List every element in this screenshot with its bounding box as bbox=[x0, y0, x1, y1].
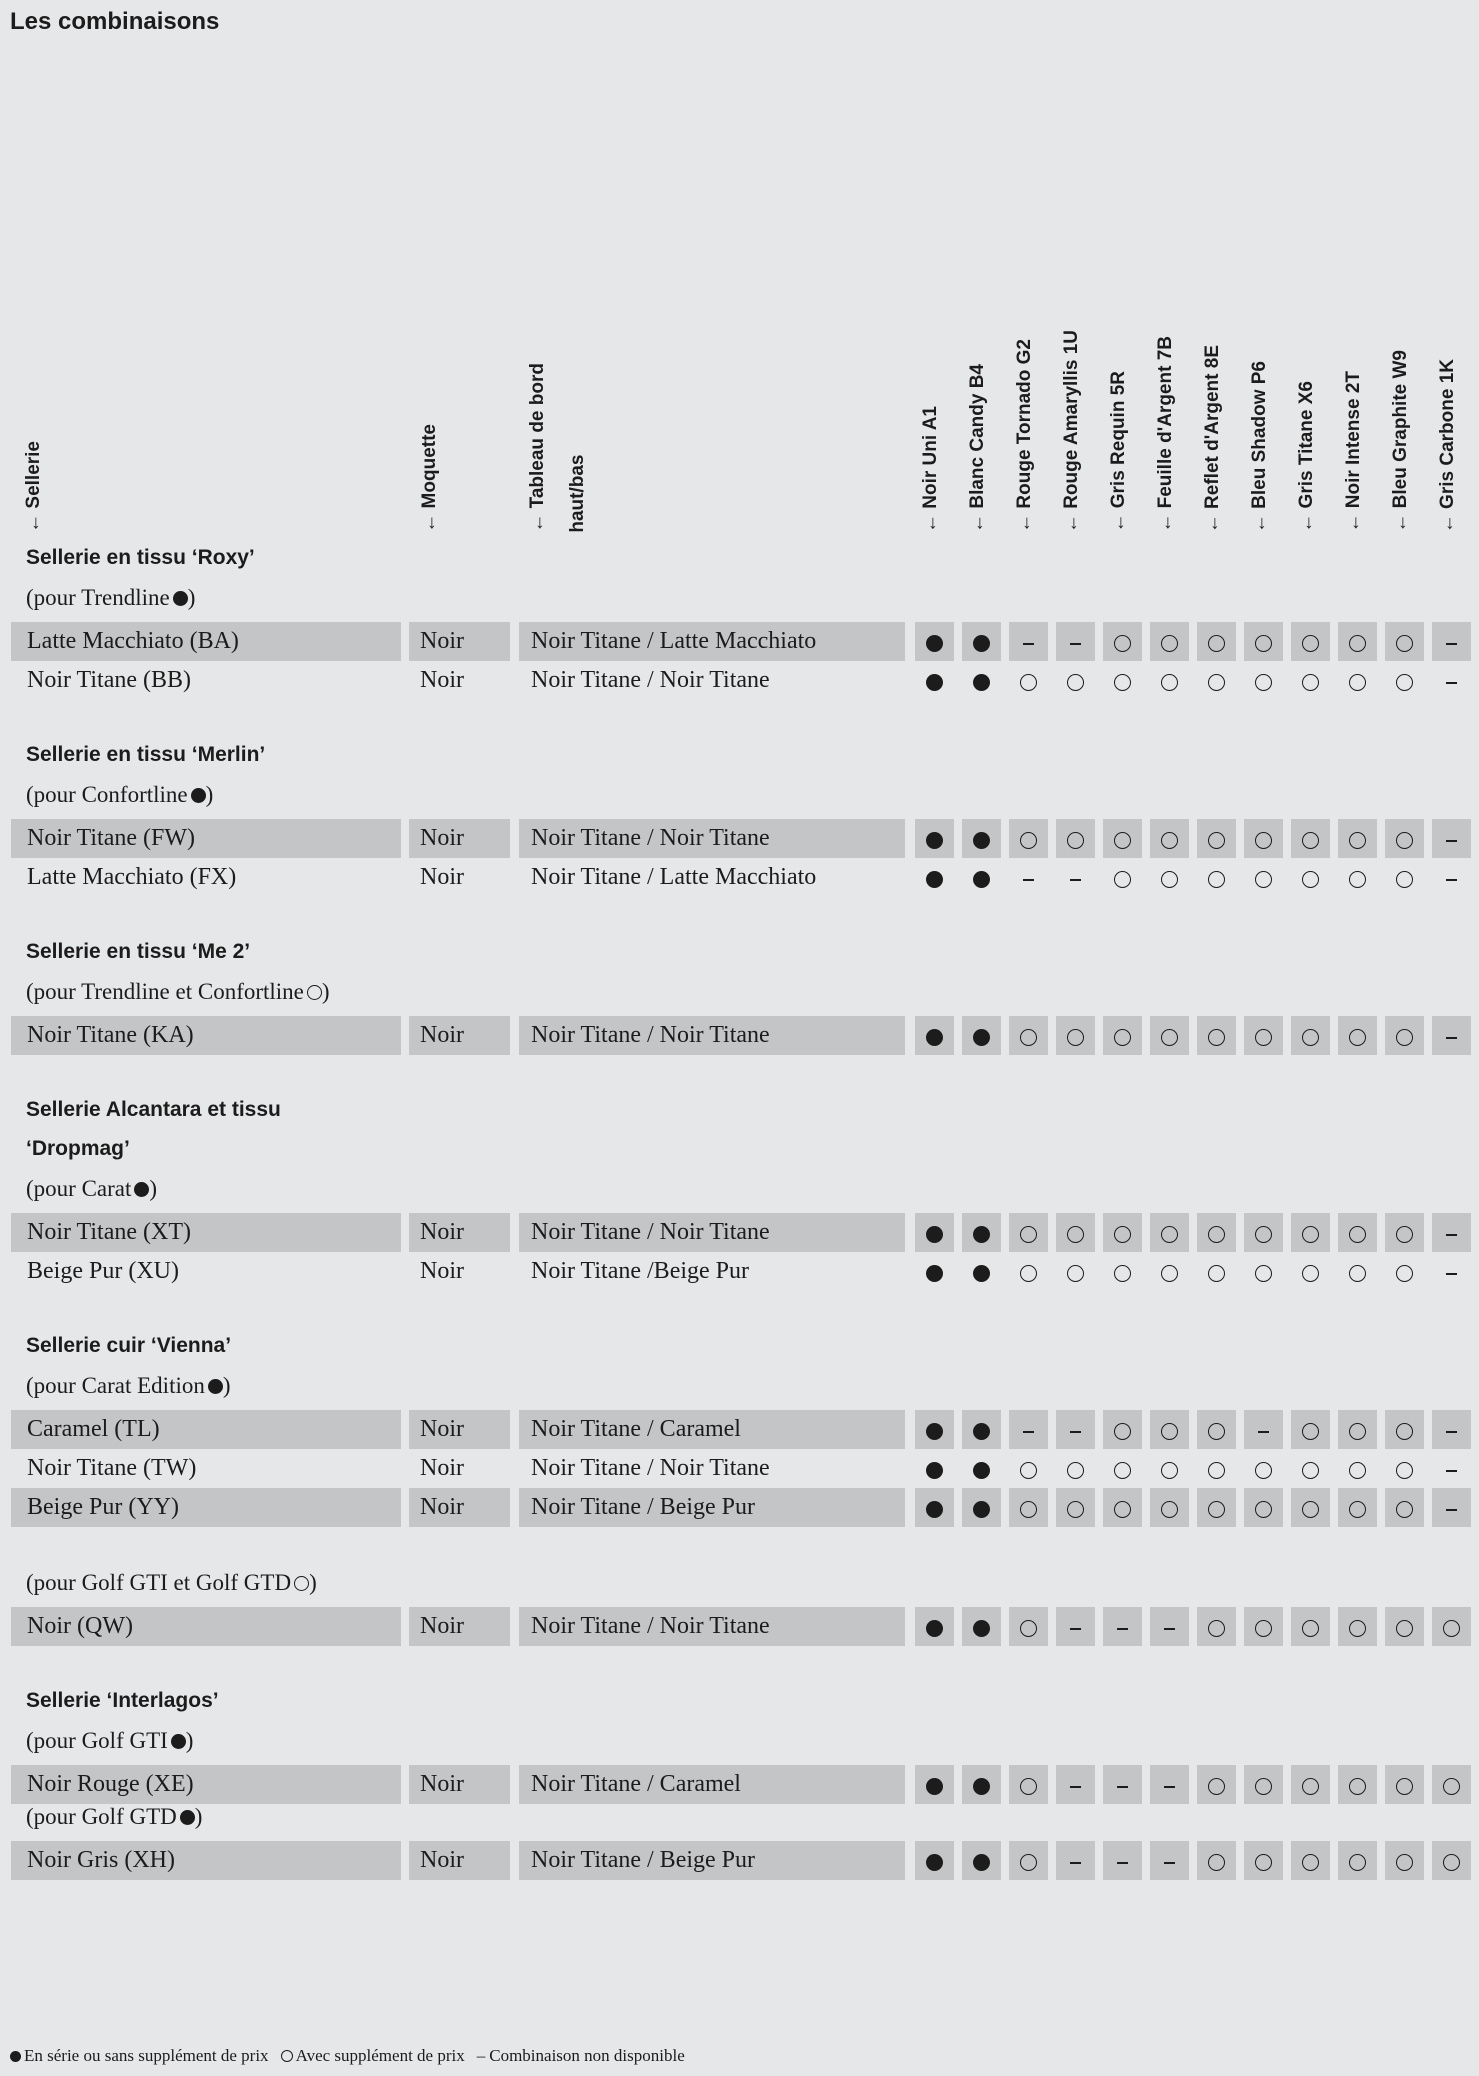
sellerie-cell: Latte Macchiato (FX) bbox=[27, 864, 237, 890]
open-circle-icon bbox=[1009, 819, 1048, 858]
open-circle-icon bbox=[1197, 1841, 1236, 1880]
open-circle-icon bbox=[1009, 1252, 1048, 1291]
header-color: ← Bleu Graphite W9 bbox=[1390, 350, 1411, 533]
tableau-cell: Noir Titane / Beige Pur bbox=[519, 1488, 905, 1527]
open-circle-icon bbox=[1338, 1607, 1377, 1646]
open-circle-icon bbox=[1338, 1213, 1377, 1252]
filled-circle-icon bbox=[208, 1379, 223, 1394]
section-title: Sellerie en tissu ‘Merlin’ bbox=[26, 743, 266, 766]
open-circle-icon bbox=[1150, 1488, 1189, 1527]
tableau-cell: Noir Titane / Noir Titane bbox=[519, 1213, 905, 1252]
open-circle-icon bbox=[1103, 661, 1142, 700]
open-circle-icon bbox=[1244, 1488, 1283, 1527]
sellerie-cell: Noir Titane (KA) bbox=[11, 1016, 401, 1055]
open-circle-icon bbox=[1197, 1449, 1236, 1488]
dash-icon bbox=[1056, 1607, 1095, 1646]
open-circle-icon bbox=[1103, 622, 1142, 661]
open-circle-icon bbox=[1338, 1765, 1377, 1804]
sellerie-cell: Noir Gris (XH) bbox=[11, 1841, 401, 1880]
open-circle-icon bbox=[1385, 1016, 1424, 1055]
header-sellerie: ← Sellerie bbox=[23, 441, 44, 533]
dash-icon bbox=[1432, 1252, 1471, 1291]
dash-icon bbox=[1432, 1410, 1471, 1449]
open-circle-icon bbox=[1291, 1765, 1330, 1804]
header-color: ← Reflet d'Argent 8E bbox=[1202, 344, 1223, 533]
filled-circle-icon bbox=[915, 1016, 954, 1055]
open-circle-icon bbox=[1244, 1449, 1283, 1488]
dash-icon bbox=[1056, 1410, 1095, 1449]
open-circle-icon bbox=[1009, 1449, 1048, 1488]
open-circle-icon bbox=[1150, 819, 1189, 858]
section-title: Sellerie en tissu ‘Me 2’ bbox=[26, 940, 251, 963]
filled-circle-icon bbox=[962, 661, 1001, 700]
section-subtitle-text: (pour Carat bbox=[26, 1176, 132, 1201]
open-circle-icon bbox=[1197, 1016, 1236, 1055]
filled-circle-icon bbox=[915, 1765, 954, 1804]
open-circle-icon bbox=[1150, 858, 1189, 897]
open-circle-icon bbox=[1291, 1488, 1330, 1527]
moquette-cell: Noir bbox=[420, 1455, 464, 1481]
dash-icon bbox=[1056, 858, 1095, 897]
open-circle-icon bbox=[1244, 1841, 1283, 1880]
open-circle-icon bbox=[1150, 1016, 1189, 1055]
moquette-cell: Noir bbox=[409, 1410, 510, 1449]
open-circle-icon bbox=[1009, 1488, 1048, 1527]
filled-circle-icon bbox=[915, 1607, 954, 1646]
open-circle-icon bbox=[1291, 858, 1330, 897]
tableau-cell: Noir Titane / Noir Titane bbox=[519, 819, 905, 858]
filled-circle-icon bbox=[962, 858, 1001, 897]
open-circle-icon bbox=[1432, 1607, 1471, 1646]
dash-icon bbox=[1009, 1410, 1048, 1449]
open-circle-icon bbox=[1385, 1410, 1424, 1449]
moquette-cell: Noir bbox=[409, 1213, 510, 1252]
open-circle-icon bbox=[1056, 1449, 1095, 1488]
filled-circle-icon bbox=[915, 1841, 954, 1880]
filled-circle-icon bbox=[962, 1016, 1001, 1055]
sellerie-cell: Noir (QW) bbox=[11, 1607, 401, 1646]
filled-circle-icon bbox=[962, 1841, 1001, 1880]
open-circle-icon bbox=[1197, 1607, 1236, 1646]
header-color: ← Gris Titane X6 bbox=[1296, 381, 1317, 533]
moquette-cell: Noir bbox=[409, 1765, 510, 1804]
tableau-cell: Noir Titane / Noir Titane bbox=[531, 1455, 770, 1481]
section-subtitle: (pour Golf GTI et Golf GTD ) bbox=[26, 1570, 317, 1595]
filled-circle-icon bbox=[962, 622, 1001, 661]
section-subtitle: (pour Confortline ) bbox=[26, 782, 214, 807]
header-moquette: ← Moquette bbox=[419, 424, 440, 533]
open-circle-icon bbox=[1385, 1841, 1424, 1880]
sellerie-cell: Latte Macchiato (BA) bbox=[11, 622, 401, 661]
dash-icon bbox=[1103, 1765, 1142, 1804]
filled-circle-icon bbox=[191, 788, 206, 803]
dash-icon bbox=[1244, 1410, 1283, 1449]
dash-icon bbox=[1432, 1488, 1471, 1527]
section-subtitle-text: (pour Carat Edition bbox=[26, 1373, 205, 1398]
open-circle-icon bbox=[1150, 1252, 1189, 1291]
open-circle-icon bbox=[1056, 819, 1095, 858]
header-color: ← Rouge Tornado G2 bbox=[1014, 339, 1035, 533]
open-circle-icon bbox=[1432, 1841, 1471, 1880]
legend-opt: Avec supplément de prix bbox=[295, 2046, 465, 2065]
open-circle-icon bbox=[1009, 1765, 1048, 1804]
section-subtitle-text: (pour Golf GTI bbox=[26, 1728, 168, 1753]
dash-icon bbox=[1432, 819, 1471, 858]
sellerie-cell: Noir Rouge (XE) bbox=[11, 1765, 401, 1804]
dash-icon bbox=[1009, 858, 1048, 897]
open-circle-icon bbox=[1244, 622, 1283, 661]
open-circle-icon bbox=[1056, 1016, 1095, 1055]
header-color: ← Noir Intense 2T bbox=[1343, 371, 1364, 533]
filled-circle-icon bbox=[915, 622, 954, 661]
tableau-cell: Noir Titane / Beige Pur bbox=[519, 1841, 905, 1880]
filled-circle-icon bbox=[915, 1488, 954, 1527]
filled-circle-icon bbox=[10, 2051, 21, 2062]
filled-circle-icon bbox=[962, 1607, 1001, 1646]
open-circle-icon bbox=[1338, 1252, 1377, 1291]
moquette-cell: Noir bbox=[409, 1607, 510, 1646]
open-circle-icon bbox=[1009, 1841, 1048, 1880]
open-circle-icon bbox=[1103, 1488, 1142, 1527]
dash-icon bbox=[1432, 661, 1471, 700]
open-circle-icon bbox=[1385, 661, 1424, 700]
dash-icon bbox=[1103, 1607, 1142, 1646]
open-circle-icon bbox=[1244, 1765, 1283, 1804]
tableau-cell: Noir Titane / Latte Macchiato bbox=[519, 622, 905, 661]
open-circle-icon bbox=[1291, 622, 1330, 661]
section-title: Sellerie Alcantara et tissu bbox=[26, 1098, 281, 1121]
filled-circle-icon bbox=[962, 1213, 1001, 1252]
section-subtitle: (pour Carat ) bbox=[26, 1176, 158, 1201]
open-circle-icon bbox=[1056, 1252, 1095, 1291]
open-circle-icon bbox=[1385, 1765, 1424, 1804]
dash-icon bbox=[1432, 1449, 1471, 1488]
sellerie-cell: Noir Titane (TW) bbox=[27, 1455, 197, 1481]
section-title: ‘Dropmag’ bbox=[26, 1137, 130, 1160]
dash-icon bbox=[1150, 1765, 1189, 1804]
filled-circle-icon bbox=[134, 1182, 149, 1197]
filled-circle-icon bbox=[962, 1449, 1001, 1488]
dash-icon bbox=[1056, 622, 1095, 661]
sellerie-cell: Noir Titane (FW) bbox=[11, 819, 401, 858]
open-circle-icon bbox=[1338, 858, 1377, 897]
open-circle-icon bbox=[1385, 1213, 1424, 1252]
open-circle-icon bbox=[1338, 819, 1377, 858]
open-circle-icon bbox=[1056, 661, 1095, 700]
open-circle-icon bbox=[1338, 1841, 1377, 1880]
filled-circle-icon bbox=[962, 1488, 1001, 1527]
open-circle-icon bbox=[1244, 1016, 1283, 1055]
open-circle-icon bbox=[1244, 1252, 1283, 1291]
dash-icon: – bbox=[476, 2046, 486, 2065]
open-circle-icon bbox=[1338, 661, 1377, 700]
filled-circle-icon bbox=[915, 819, 954, 858]
open-circle-icon bbox=[1056, 1213, 1095, 1252]
open-circle-icon bbox=[1197, 1488, 1236, 1527]
sellerie-cell: Noir Titane (BB) bbox=[27, 667, 192, 693]
dash-icon bbox=[1432, 622, 1471, 661]
open-circle-icon bbox=[1244, 858, 1283, 897]
moquette-cell: Noir bbox=[409, 819, 510, 858]
open-circle-icon bbox=[1197, 1213, 1236, 1252]
section-title: Sellerie ‘Interlagos’ bbox=[26, 1689, 219, 1712]
open-circle-icon bbox=[1009, 1607, 1048, 1646]
sellerie-cell: Beige Pur (XU) bbox=[27, 1258, 179, 1284]
open-circle-icon bbox=[1385, 1488, 1424, 1527]
filled-circle-icon bbox=[180, 1810, 195, 1825]
open-circle-icon bbox=[1385, 858, 1424, 897]
header-color: ← Blanc Candy B4 bbox=[967, 364, 988, 533]
section-subtitle-text: (pour Golf GTD bbox=[26, 1804, 177, 1829]
open-circle-icon bbox=[1150, 1410, 1189, 1449]
header-color: ← Rouge Amaryllis 1U bbox=[1061, 329, 1082, 533]
open-circle-icon bbox=[1197, 1252, 1236, 1291]
open-circle-icon bbox=[1150, 661, 1189, 700]
open-circle-icon bbox=[1338, 1488, 1377, 1527]
open-circle-icon bbox=[1244, 1607, 1283, 1646]
dash-icon bbox=[1432, 1213, 1471, 1252]
open-circle-icon bbox=[1291, 1449, 1330, 1488]
open-circle-icon bbox=[1385, 1449, 1424, 1488]
open-circle-icon bbox=[307, 985, 322, 1000]
tableau-cell: Noir Titane / Noir Titane bbox=[519, 1016, 905, 1055]
open-circle-icon bbox=[1385, 622, 1424, 661]
dash-icon bbox=[1150, 1841, 1189, 1880]
tableau-cell: Noir Titane / Caramel bbox=[519, 1765, 905, 1804]
filled-circle-icon bbox=[173, 591, 188, 606]
open-circle-icon bbox=[1150, 1449, 1189, 1488]
dash-icon bbox=[1009, 622, 1048, 661]
open-circle-icon bbox=[1244, 1213, 1283, 1252]
filled-circle-icon bbox=[915, 1410, 954, 1449]
section-subtitle-text: (pour Golf GTI et Golf GTD bbox=[26, 1570, 292, 1595]
open-circle-icon bbox=[1338, 622, 1377, 661]
tableau-cell: Noir Titane /Beige Pur bbox=[531, 1258, 750, 1284]
filled-circle-icon bbox=[962, 1252, 1001, 1291]
legend-std: En série ou sans supplément de prix bbox=[24, 2046, 269, 2065]
open-circle-icon bbox=[1009, 1016, 1048, 1055]
filled-circle-icon bbox=[962, 1765, 1001, 1804]
header-tableau: ← Tableau de bord haut/bas bbox=[527, 363, 588, 533]
legend bbox=[10, 2046, 685, 2066]
header-color: ← Gris Carbone 1K bbox=[1437, 358, 1458, 533]
header-color: ← Gris Requin 5R bbox=[1108, 371, 1129, 533]
section-title: Sellerie cuir ‘Vienna’ bbox=[26, 1334, 232, 1357]
open-circle-icon bbox=[1291, 1841, 1330, 1880]
sellerie-cell: Noir Titane (XT) bbox=[11, 1213, 401, 1252]
filled-circle-icon bbox=[915, 858, 954, 897]
dash-icon bbox=[1432, 858, 1471, 897]
open-circle-icon bbox=[1103, 1252, 1142, 1291]
open-circle-icon bbox=[1197, 858, 1236, 897]
open-circle-icon bbox=[1197, 661, 1236, 700]
open-circle-icon bbox=[1103, 1449, 1142, 1488]
open-circle-icon bbox=[1150, 622, 1189, 661]
open-circle-icon bbox=[1103, 1213, 1142, 1252]
filled-circle-icon bbox=[962, 819, 1001, 858]
dash-icon bbox=[1432, 1016, 1471, 1055]
open-circle-icon bbox=[1291, 1410, 1330, 1449]
tableau-cell: Noir Titane / Noir Titane bbox=[531, 667, 770, 693]
section-subtitle-text: (pour Trendline et Confortline bbox=[26, 979, 304, 1004]
dash-icon bbox=[1056, 1765, 1095, 1804]
tableau-cell: Noir Titane / Caramel bbox=[519, 1410, 905, 1449]
open-circle-icon bbox=[1103, 1016, 1142, 1055]
open-circle-icon bbox=[1009, 661, 1048, 700]
open-circle-icon bbox=[1244, 661, 1283, 700]
moquette-cell: Noir bbox=[420, 1258, 464, 1284]
moquette-cell: Noir bbox=[409, 622, 510, 661]
open-circle-icon bbox=[1056, 1488, 1095, 1527]
open-circle-icon bbox=[294, 1576, 309, 1591]
section-subtitle: (pour Carat Edition ) bbox=[26, 1373, 231, 1398]
open-circle-icon bbox=[1103, 1410, 1142, 1449]
page-title: Les combinaisons bbox=[10, 8, 220, 35]
open-circle-icon bbox=[1291, 1213, 1330, 1252]
open-circle-icon bbox=[1009, 1213, 1048, 1252]
open-circle-icon bbox=[1291, 1016, 1330, 1055]
filled-circle-icon bbox=[915, 1449, 954, 1488]
filled-circle-icon bbox=[171, 1734, 186, 1749]
open-circle-icon bbox=[1385, 1252, 1424, 1291]
open-circle-icon bbox=[1432, 1765, 1471, 1804]
filled-circle-icon bbox=[962, 1410, 1001, 1449]
section-subtitle-text: (pour Confortline bbox=[26, 782, 188, 807]
moquette-cell: Noir bbox=[409, 1488, 510, 1527]
open-circle-icon bbox=[1103, 819, 1142, 858]
filled-circle-icon bbox=[915, 1213, 954, 1252]
dash-icon bbox=[1103, 1841, 1142, 1880]
open-circle-icon bbox=[1197, 622, 1236, 661]
header-color: ← Bleu Shadow P6 bbox=[1249, 360, 1270, 533]
section-subtitle-text: (pour Trendline bbox=[26, 585, 170, 610]
legend-na: Combinaison non disponible bbox=[489, 2046, 685, 2065]
sellerie-cell: Beige Pur (YY) bbox=[11, 1488, 401, 1527]
open-circle-icon bbox=[1244, 819, 1283, 858]
open-circle-icon bbox=[1103, 858, 1142, 897]
open-circle-icon bbox=[1291, 819, 1330, 858]
open-circle-icon bbox=[1338, 1410, 1377, 1449]
moquette-cell: Noir bbox=[409, 1016, 510, 1055]
header-color: ← Feuille d'Argent 7B bbox=[1155, 336, 1176, 533]
section-subtitle: (pour Trendline ) bbox=[26, 585, 196, 610]
dash-icon bbox=[1056, 1841, 1095, 1880]
moquette-cell: Noir bbox=[409, 1841, 510, 1880]
moquette-cell: Noir bbox=[420, 864, 464, 890]
sellerie-cell: Caramel (TL) bbox=[11, 1410, 401, 1449]
dash-icon bbox=[1150, 1607, 1189, 1646]
open-circle-icon bbox=[1150, 1213, 1189, 1252]
open-circle-icon bbox=[1385, 1607, 1424, 1646]
filled-circle-icon bbox=[915, 1252, 954, 1291]
open-circle-icon bbox=[281, 2050, 293, 2062]
open-circle-icon bbox=[1291, 1607, 1330, 1646]
open-circle-icon bbox=[1385, 819, 1424, 858]
filled-circle-icon bbox=[915, 661, 954, 700]
open-circle-icon bbox=[1291, 661, 1330, 700]
header-color: ← Noir Uni A1 bbox=[920, 405, 941, 533]
section-subtitle: (pour Golf GTI ) bbox=[26, 1728, 194, 1753]
tableau-cell: Noir Titane / Noir Titane bbox=[519, 1607, 905, 1646]
open-circle-icon bbox=[1338, 1449, 1377, 1488]
open-circle-icon bbox=[1338, 1016, 1377, 1055]
moquette-cell: Noir bbox=[420, 667, 464, 693]
section-subtitle: (pour Trendline et Confortline ) bbox=[26, 979, 330, 1004]
tableau-cell: Noir Titane / Latte Macchiato bbox=[531, 864, 817, 890]
open-circle-icon bbox=[1197, 819, 1236, 858]
open-circle-icon bbox=[1197, 1410, 1236, 1449]
section-title: Sellerie en tissu ‘Roxy’ bbox=[26, 546, 255, 569]
open-circle-icon bbox=[1291, 1252, 1330, 1291]
section-subtitle: (pour Golf GTD ) bbox=[26, 1804, 203, 1829]
open-circle-icon bbox=[1197, 1765, 1236, 1804]
